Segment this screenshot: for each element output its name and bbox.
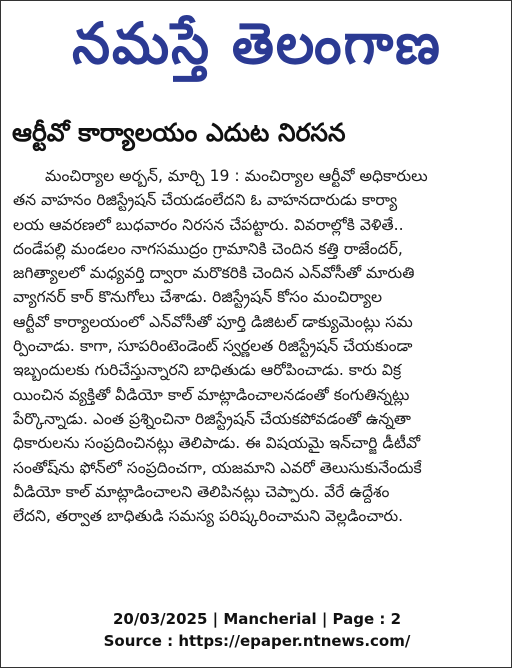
article-line: లేదని, తర్వాత బాధితుడి సమస్య పరిష్కరించామని వెల్లడించారు. — [13, 507, 404, 526]
article-line: తన వాహనం రిజిస్ట్రేషన్ చేయడంలేదని ఓ వాహనదారుడు కార్యా — [13, 191, 398, 210]
article-line: జగిత్యాలలో మధ్యవర్తి ద్వారా మరొకరికి చెందిన ఎన్‌వోసీతో మారుతి — [13, 264, 415, 283]
article-body — [13, 164, 503, 528]
article-line: దండేపల్లి మండలం నాగసముద్రం గ్రామానికి చెందిన కత్తి రాజేందర్, — [13, 239, 403, 258]
article-line: మంచిర్యాల అర్బన్, మార్చి 19 : మంచిర్యాల ఆర్టీవో అధికారులు — [45, 167, 428, 185]
article-line: ఇబ్బందులకు గురిచేస్తున్నారని బాధితుడు ఆరోపించాడు. కారు విక్ర — [13, 361, 402, 380]
newspaper-masthead: నమస్తే తెలంగాణ — [72, 10, 442, 77]
article-line: వ్యాగనర్ కార్ కొనుగోలు చేశాడు. రిజిస్ట్రేషన్ కోసం మంచిర్యాల — [13, 288, 383, 307]
article-line: వీడియో కాల్ మాట్లాడించాలని తెలిపినట్లు చెప్పారు. వేరే ఉద్దేశం — [13, 482, 390, 501]
article-line: సంతోష్‌ను ఫోన్‌లో సంప్రదించగా, యజమాని ఎవరో తెలుసుకునేందుకే — [13, 458, 422, 477]
footer-source-link[interactable]: Source : https://epaper.ntnews.com/ — [103, 632, 411, 650]
article-line: పేర్కొన్నాడు. ఎంత ప్రశ్నించినా రిజిస్ట్రేషన్ చేయకపోవడంతో ఉన్నతా — [13, 409, 411, 428]
article-line: ఆర్టీవో కార్యాలయంలో ఎన్‌వోసీతో పూర్తి డిజిటల్ డాక్యుమెంట్లు సమ — [13, 312, 413, 331]
footer-date-edition-page: 20/03/2025 | Mancherial | Page : 2 — [112, 610, 402, 628]
article-line: ర్పించాడు. కాగా, సూపరింటెండెంట్ స్వర్ణలత రిజిస్ట్రేషన్ చేయకుండా — [13, 337, 413, 356]
article-headline: ఆర్టీవో కార్యాలయం ఎదుట నిరసన — [12, 118, 346, 147]
article-line: లయ ఆవరణలో బుధవారం నిరసన చేపట్టారు. వివరాల్లోకి వెళితే.. — [13, 215, 404, 234]
article-line: యించిన వ్యక్తితో వీడియో కాల్ మాట్లాడించాలనడంతో కంగుతిన్నట్లు — [13, 385, 410, 404]
article-line: ధికారులను సంప్రదించినట్లు తెలిపాడు. ఈ విషయమై ఇన్‌చార్జి డీటీవో — [13, 434, 421, 453]
